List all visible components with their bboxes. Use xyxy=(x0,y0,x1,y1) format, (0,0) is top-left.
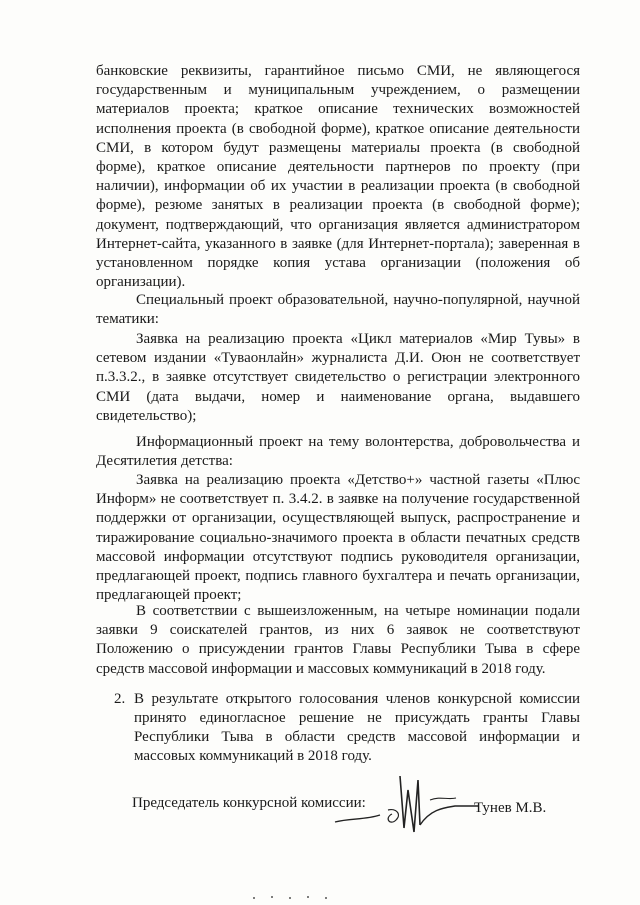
bottom-edge-marks xyxy=(250,892,370,902)
chairman-label: Председатель конкурсной комиссии: xyxy=(132,795,366,811)
paragraph-info-project-application: Заявка на реализацию проекта «Детство+» частной газеты «Плюс Информ» не соответствует п. 3.4.2. в заявке на получение государственной поддержки от организации, осуществляющей выпуск, распространение и тиражирование социально-значимого проекта в области печатных средств массовой информации отсутствуют подпись руководителя организации, предлагающей проект, подпись главного бухгалтера и печать организации, предлагающей проект; xyxy=(96,472,580,604)
list-item-decision: В результате открытого голосования членов конкурсной комиссии принято единогласное решение не присуждать гранты Главы Республики Тыва в области средств массовой информации и массовых коммуникаций в 2018 году. xyxy=(134,691,580,764)
paragraph-special-project-heading: Специальный проект образовательной, научно-популярной, научной тематики: xyxy=(96,292,580,328)
list-item-number: 2. xyxy=(114,691,126,707)
paragraph-special-project-application: Заявка на реализацию проекта «Цикл материалов «Мир Тувы» в сетевом издании «Туваонлайн» журналиста Д.И. Оюн не соответствует п.3.3.2., в заявке отсутствует свидетельство о регистрации электронного СМИ (дата выдачи, номер и наименование органа, выдавшего свидетельство); xyxy=(96,331,580,424)
paragraph-requisites: банковские реквизиты, гарантийное письмо СМИ, не являющегося государственным и муниципальным учреждением, о размещении материалов проекта; краткое описание технических возможностей исполнения проекта (в свободной форме), краткое описание деятельности СМИ, в котором будут размещены материалы проекта (в свободной форме), краткое описание деятельности партнеров по проекту (при наличии), информации об их участии в реализации проекта (в свободной форме), резюме занятых в реализации проекта (в свободной форме); документ, подтверждающий, что организация является администратором Интернет-сайта, указанного в заявке (для Интернет-портала); заверенная в установленном порядке копия устава организации (положения об организации). xyxy=(96,63,580,291)
paragraph-info-project-heading: Информационный проект на тему волонтерства, добровольчества и Десятилетия детства: xyxy=(96,434,580,470)
paragraph-conclusion: В соответствии с вышеизложенным, на четыре номинации подали заявки 9 соискателей грантов, из них 6 заявок не соответствуют Положению о присуждении грантов Главы Республики Тыва в сфере средств массовой информации и массовых коммуникаций в 2018 году. xyxy=(96,603,580,677)
chairman-name: Тунев М.В. xyxy=(474,800,547,816)
handwritten-signature xyxy=(330,770,480,840)
